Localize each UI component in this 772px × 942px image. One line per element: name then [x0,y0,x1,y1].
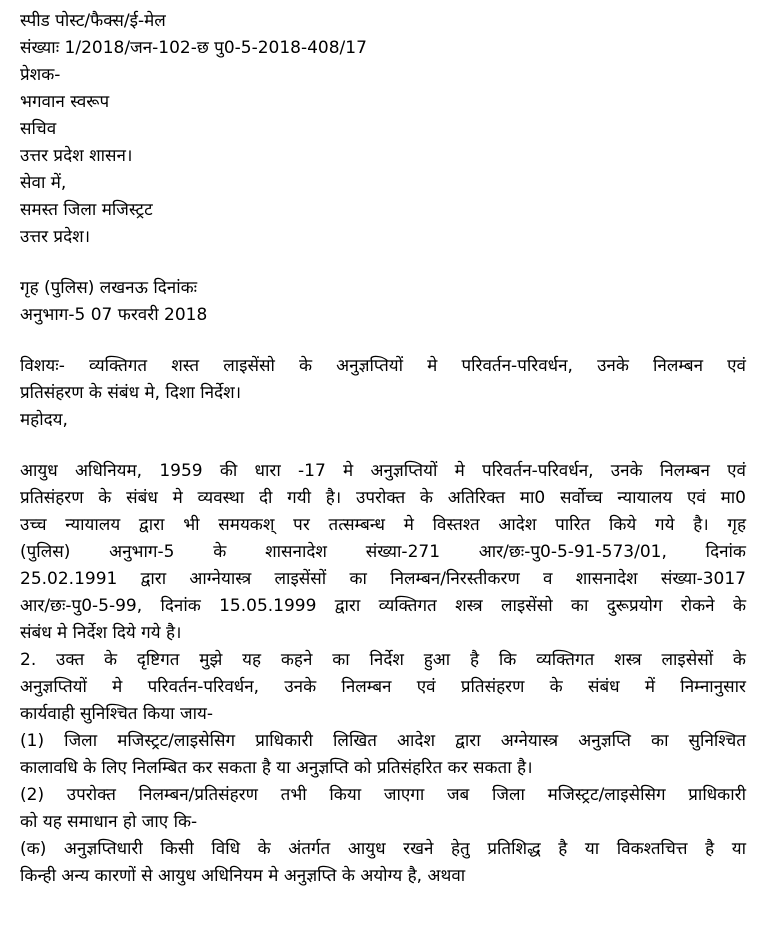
paragraph-line: (1) जिला मजिस्ट्रट/लाइसेसिग प्राधिकारी लिखित आदेश द्वारा अग्नेयास्त्र अनुज्ञप्ति का सुनिश्चित [20,731,746,751]
department-line: गृह (पुलिस) लखनऊ दिनांकः [20,278,198,298]
point-1 [20,728,746,782]
spacer [20,251,746,275]
dispatch-mode: स्पीड पोस्ट/फैक्स/ई-मेल [20,11,166,31]
paragraph-line: (2) उपरोक्त निलम्बन/प्रतिसंहरण तभी किया जाएगा जब जिला मजिस्ट्रट/लाइसेसिग प्राधिकारी [20,785,746,805]
salutation: महोदय, [20,410,68,430]
recipient-label: सेवा में, [20,173,67,193]
sender-label: प्रेशक- [20,65,61,85]
sender-office: उत्तर प्रदेश शासन। [20,146,133,166]
paragraph-line: आर/छः-पु0-5-99, दिनांक 15.05.1999 द्वारा व्यक्तिगत शस्त्र लाइसेंसो का दुरूप्रयोग रोकने के [20,596,746,616]
paragraph-line: आयुध अधिनियम, 1959 की धारा -17 मे अनुज्ञप्तियों मे परिवर्तन-परिवर्धन, उनके निलम्बन एवं [20,461,746,481]
subject-line-1: विशयः- व्यक्तिगत शस्त लाइसेंसो के अनुज्ञप्तियों मे परिवर्तन-परिवर्धन, उनके निलम्बन एवं [20,356,746,376]
paragraph-line: कालावधि के लिए निलम्बित कर सकता है या अनुज्ञप्ति को प्रतिसंहरित कर सकता है। [20,758,533,778]
paragraph-line: किन्ही अन्य कारणों से आयुध अधिनियम मे अनुज्ञप्ति के अयोग्य है, अथवा [20,866,466,886]
paragraph-line: (क) अनुज्ञप्तिधारी किसी विधि के अंतर्गत आयुध रखने हेतु प्रतिशिद्ध है या विकश्तचित्त है या [20,839,746,859]
point-ka [20,836,746,890]
paragraph-line: प्रतिसंहरण के संबंध मे व्यवस्था दी गयी है। उपरोक्त के अतिरिक्त मा0 सर्वोच्च न्यायालय एवं मा0 [20,488,746,508]
point-2 [20,782,746,836]
sender-name: भगवान स्वरूप [20,92,110,112]
letter-document [20,8,746,890]
paragraph-line: उच्च न्यायालय द्वारा भी समयकश् पर तत्सम्बन्ध मे विस्तश्त आदेश पारित किये गये है। गृह [20,515,746,535]
spacer [20,434,746,458]
recipient-name: समस्त जिला मजिस्ट्रट [20,200,153,220]
paragraph-line: 25.02.1991 द्वारा आग्नेयास्त्र लाइसेंसों का निलम्बन/निरस्तीकरण व शासनादेश संख्या-3017 [20,569,746,589]
recipient-location: उत्तर प्रदेश। [20,227,91,247]
reference-number: संख्याः 1/2018/जन-102-छ पु0-5-2018-408/17 [20,38,367,58]
spacer [20,329,746,353]
paragraph-line: (पुलिस) अनुभाग-5 के शासनादेश संख्या-271 आर/छः-पु0-5-91-573/01, दिनांक [20,542,746,562]
paragraph-1 [20,458,746,647]
paragraph-line: संबंध मे निर्देश दिये गये है। [20,623,182,643]
paragraph-line: कार्यवाही सुनिश्चित किया जाय- [20,704,213,724]
section-date-line: अनुभाग-5 07 फरवरी 2018 [20,305,208,325]
sender-designation: सचिव [20,119,57,139]
paragraph-line: 2. उक्त के दृष्टिगत मुझे यह कहने का निर्देश हुआ है कि व्यक्तिगत शस्त्र लाइसेसों के [20,650,746,670]
subject-line-2: प्रतिसंहरण के संबंध मे, दिशा निर्देश। [20,383,242,403]
paragraph-line: अनुज्ञप्तियों मे परिवर्तन-परिवर्धन, उनके निलम्बन एवं प्रतिसंहरण के संबंध में निम्नानुसार [20,677,746,697]
paragraph-2 [20,647,746,728]
paragraph-line: को यह समाधान हो जाए कि- [20,812,198,832]
